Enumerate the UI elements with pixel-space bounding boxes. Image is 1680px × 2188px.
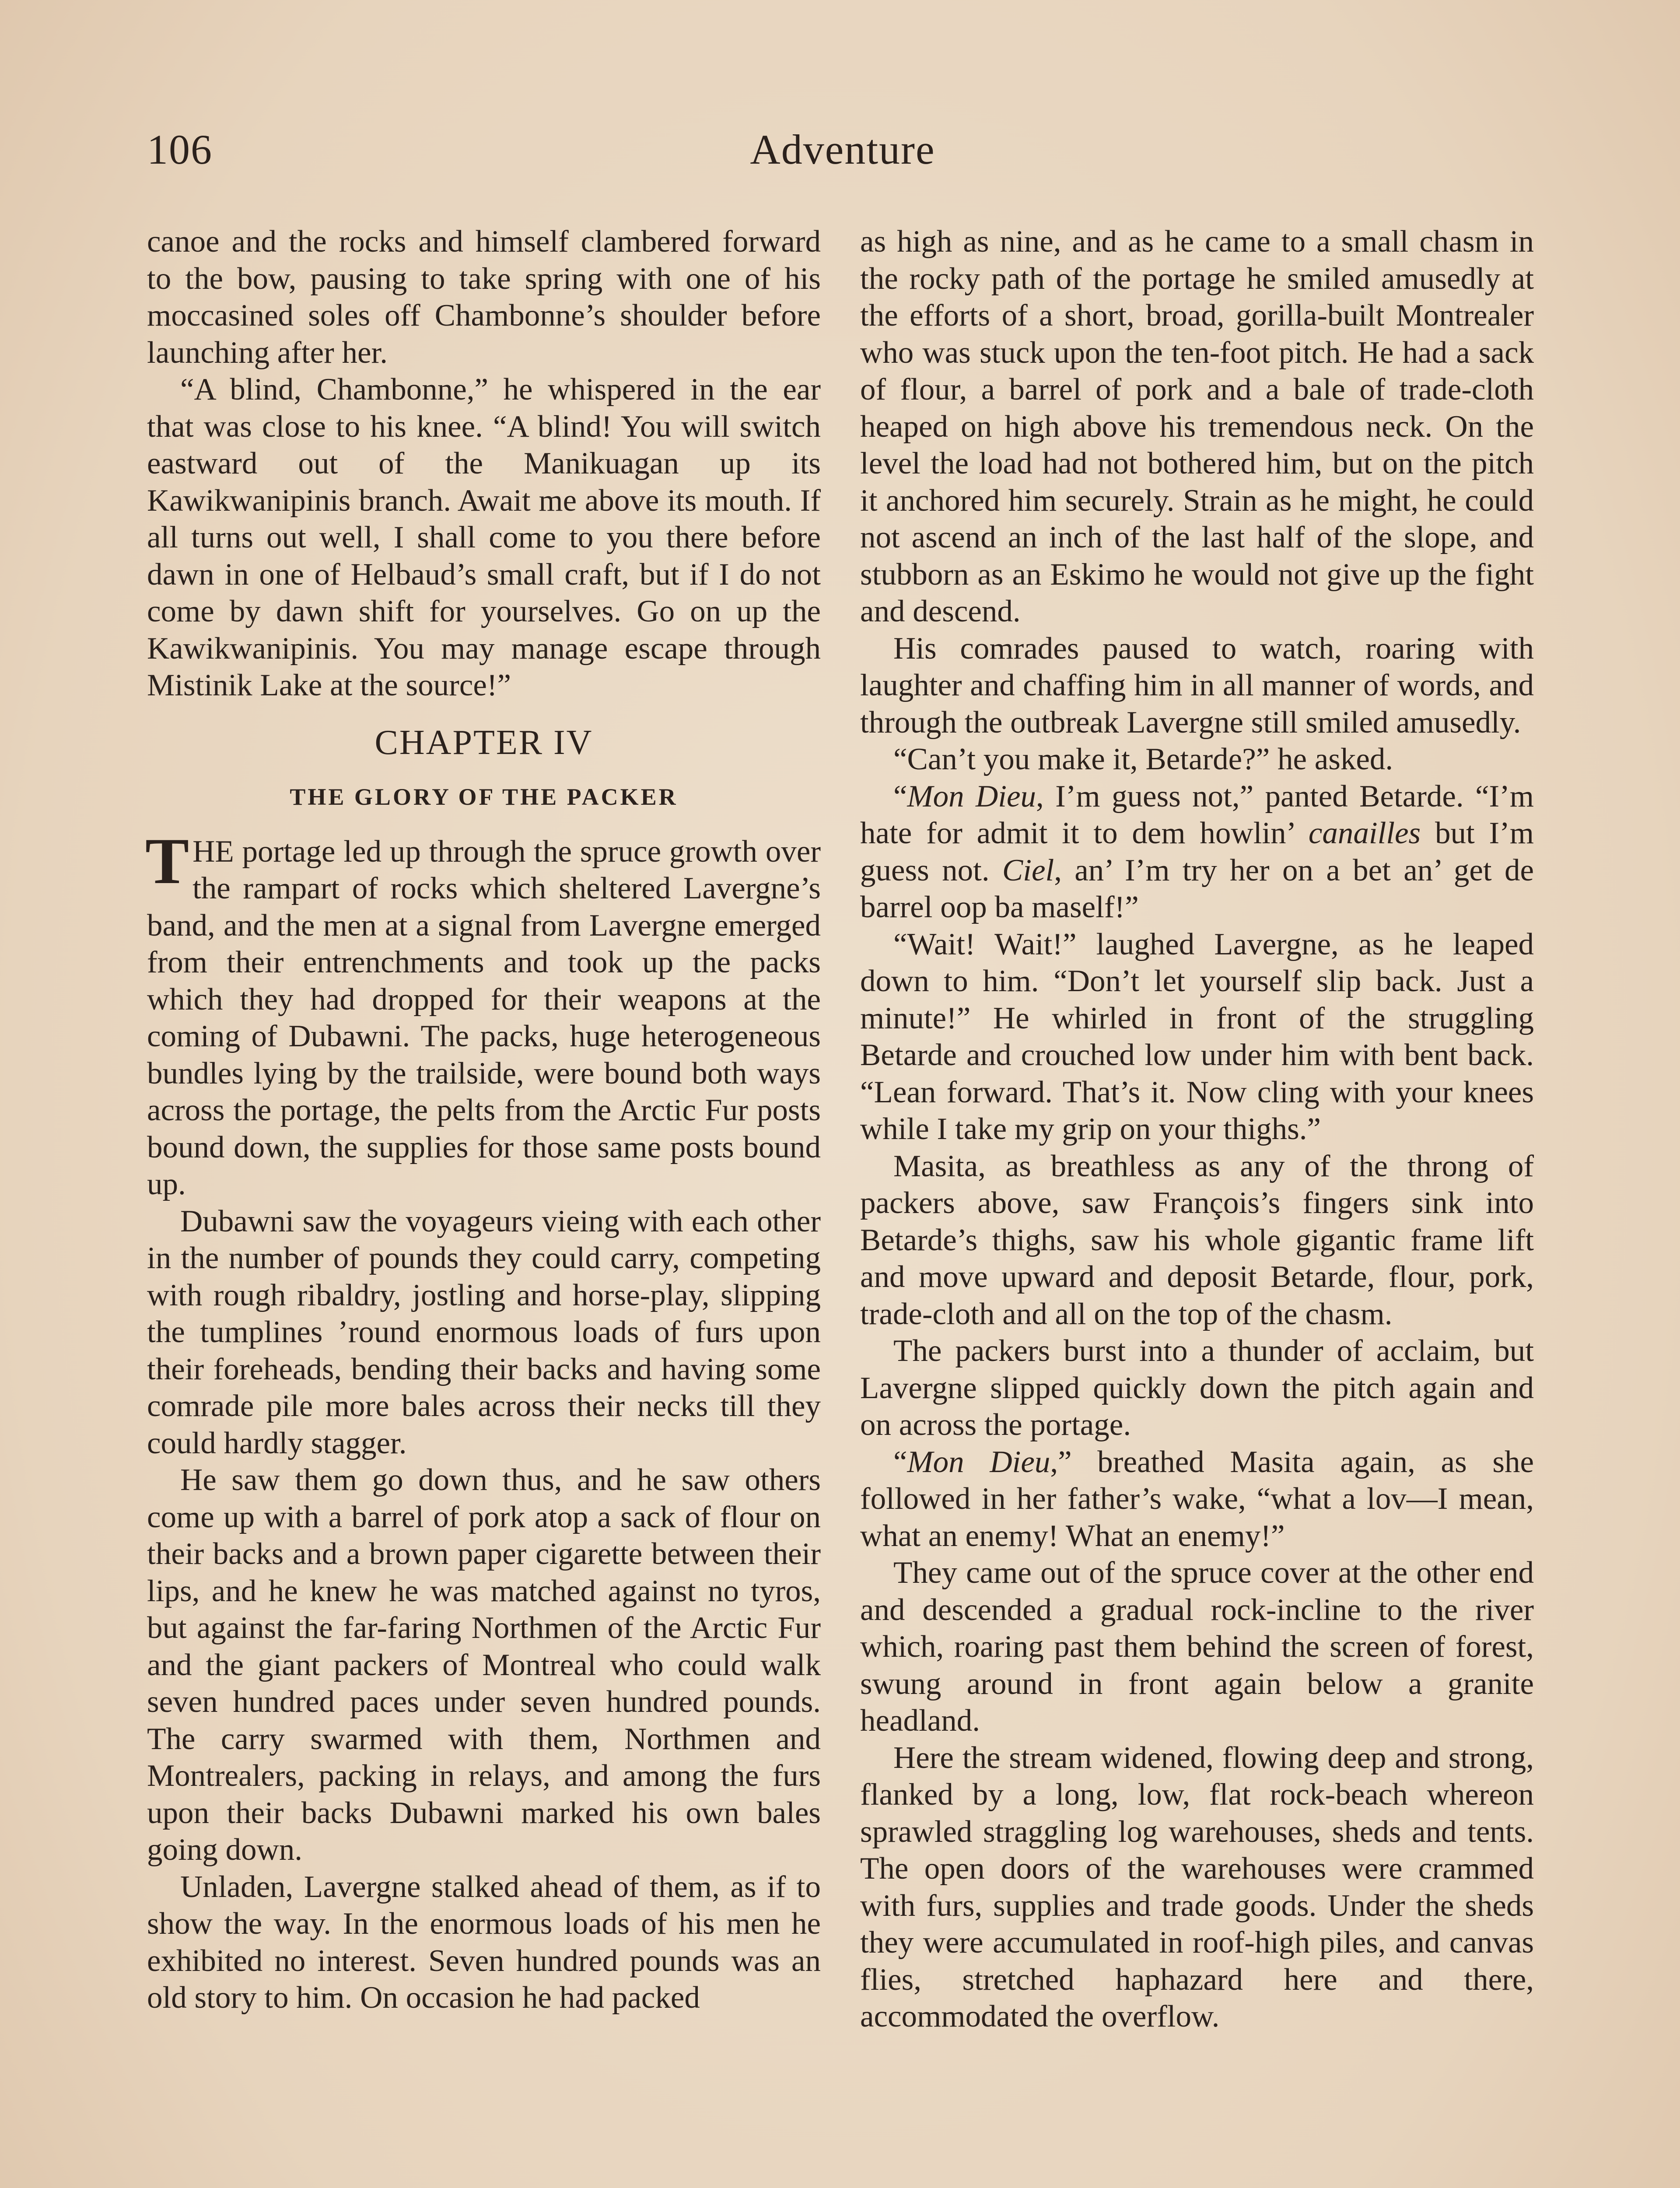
paragraph [860, 1444, 1534, 1555]
paragraph: Dubawni saw the voyageurs vieing with each other in the number of pounds they could carry, competing with rough ribaldry, jostling and horse-play, slipping the tumplines ’round enormous loads of furs upon their foreheads, bending their backs and having some comrade pile more bales across their necks till they could hardly stagger. [147, 1204, 821, 1460]
quote-mark: “ [893, 779, 907, 813]
quote-mark: “ [893, 1445, 907, 1479]
paragraph: The packers burst into a thunder of acclaim, but Lavergne slipped quickly down the pitch again and on across the portage. [860, 1334, 1534, 1442]
italic-phrase: Mon Dieu [907, 1445, 1050, 1479]
page-number: 106 [147, 126, 213, 173]
paragraph: “Wait! Wait!” laughed Lavergne, as he leaped down to him. “Don’t let yourself slip back. Just a minute!” He whirled in front of the struggling Betarde and crouched low under him with bent back. “Lean forward. That’s it. Now cling with your knees while I take my grip on your thighs.” [860, 927, 1534, 1146]
paragraph: “A blind, Chambonne,” he whispered in the ear that was close to his knee. “A blind! You will switch eastward out of the Manikuagan up its Kawikwanipinis branch. Await me above its mouth. If all turns out well, I shall come to you there before dawn in one of Helbaud’s small craft, but if I do not come by dawn shift for yourselves. Go on up the Kawikwanipinis. You may manage escape through Mistinik Lake at the source!” [147, 372, 821, 702]
paragraph [860, 778, 1534, 926]
paragraph-text: , an’ I’m try her on a bet an’ get de barrel oop ba maself!” [860, 853, 1534, 924]
page-header [147, 125, 1538, 191]
paragraph-text: portage led up through the spruce growth over the rampart of rocks which sheltered Lavergne’s band, and the men at a signal from Lavergne emerged from their entrenchments and took up the packs which they had dropped for their weapons at the coming of Dubawni. The packs, huge heterogeneous bundles lying by the trailside, were bound both ways across the portage, the pelts from the Arctic Fur posts bound down, the supplies for those same posts bound up. [147, 834, 821, 1201]
paragraph: He saw them go down thus, and he saw others come up with a barrel of pork atop a sack of flour on their backs and a brown paper cigarette between their lips, and he knew he was matched against no tyros, but against the far-faring Northmen of the Arctic Fur and the giant packers of Montreal who could walk seven hundred paces under seven hundred pounds. The carry swarmed with them, Northmen and Montrealers, packing in relays, and among the furs upon their backs Dubawni marked his own bales going down. [147, 1463, 821, 1867]
running-title: Adventure [750, 126, 935, 173]
paragraph: His comrades paused to watch, roaring with laughter and chaffing him in all manner of words, and through the outbreak Lavergne still smiled amusedly. [860, 631, 1534, 740]
opening-word: HE [192, 834, 234, 869]
paragraph-text: ,” breathed Masita again, as she followed in her father’s wake, “what a lov—I mean, what an enemy! What an enemy!” [860, 1445, 1534, 1553]
paragraph: Unladen, Lavergne stalked ahead of them, as if to show the way. In the enormous loads of his men he exhibited no interest. Seven hundred pounds was an old story to him. On occasion he had packed [147, 1869, 821, 2015]
chapter-heading: CHAPTER IV [374, 723, 593, 762]
paragraph: “Can’t you make it, Betarde?” he asked. [893, 742, 1393, 776]
italic-phrase: Ciel [1002, 853, 1054, 887]
paragraph: Masita, as breathless as any of the throng of packers above, saw François’s fingers sink into Betarde’s thighs, saw his whole gigantic frame lift and move upward and deposit Betarde, flour, pork, trade-cloth and all on the top of the chasm. [860, 1149, 1534, 1331]
chapter-subtitle: THE GLORY OF THE PACKER [290, 784, 678, 810]
paragraph: They came out of the spruce cover at the other end and descended a gradual rock-incline to the river which, roaring past them behind the screen of forest, swung around in front again below a granite headland. [860, 1556, 1534, 1738]
paragraph: Here the stream widened, flowing deep and strong, flanked by a long, low, flat rock-beach whereon sprawled straggling log warehouses, sheds and tents. The open doors of the warehouses were crammed with furs, supplies and trade goods. Under the sheds they were accumulated in roof-high piles, and canvas flies, stretched haphazard here and there, accommodated the overflow. [860, 1740, 1534, 2034]
paragraph: as high as nine, and as he came to a small chasm in the rocky path of the portage he smiled amusedly at the efforts of a short, broad, gorilla-built Montrealer who was stuck upon the ten-foot pitch. He had a sack of flour, a barrel of pork and a bale of trade-cloth heaped on high above his tremendous neck. On the level the load had not bothered him, but on the pitch it anchored him securely. Strain as he might, he could not ascend an inch of the last half of the slope, and stubborn as an Eskimo he would not give up the fight and descend. [860, 224, 1534, 628]
paragraph-text: , I’m guess not,” panted Betarde. “I’m hate for admit it to dem howlin’ [860, 779, 1534, 850]
right-column [860, 223, 1534, 2035]
paragraph-text: but I’m guess not. [860, 816, 1534, 887]
drop-cap: T [145, 824, 189, 898]
italic-phrase: canailles [1308, 816, 1421, 850]
paragraph: canoe and the rocks and himself clambered forward to the bow, pausing to take spring with one of his moccasined soles off Chambonne’s shoulder before launching after her. [147, 224, 821, 370]
left-column [147, 223, 821, 2016]
chapter-opening-paragraph [145, 824, 821, 1203]
italic-phrase: Mon Dieu [907, 779, 1036, 813]
